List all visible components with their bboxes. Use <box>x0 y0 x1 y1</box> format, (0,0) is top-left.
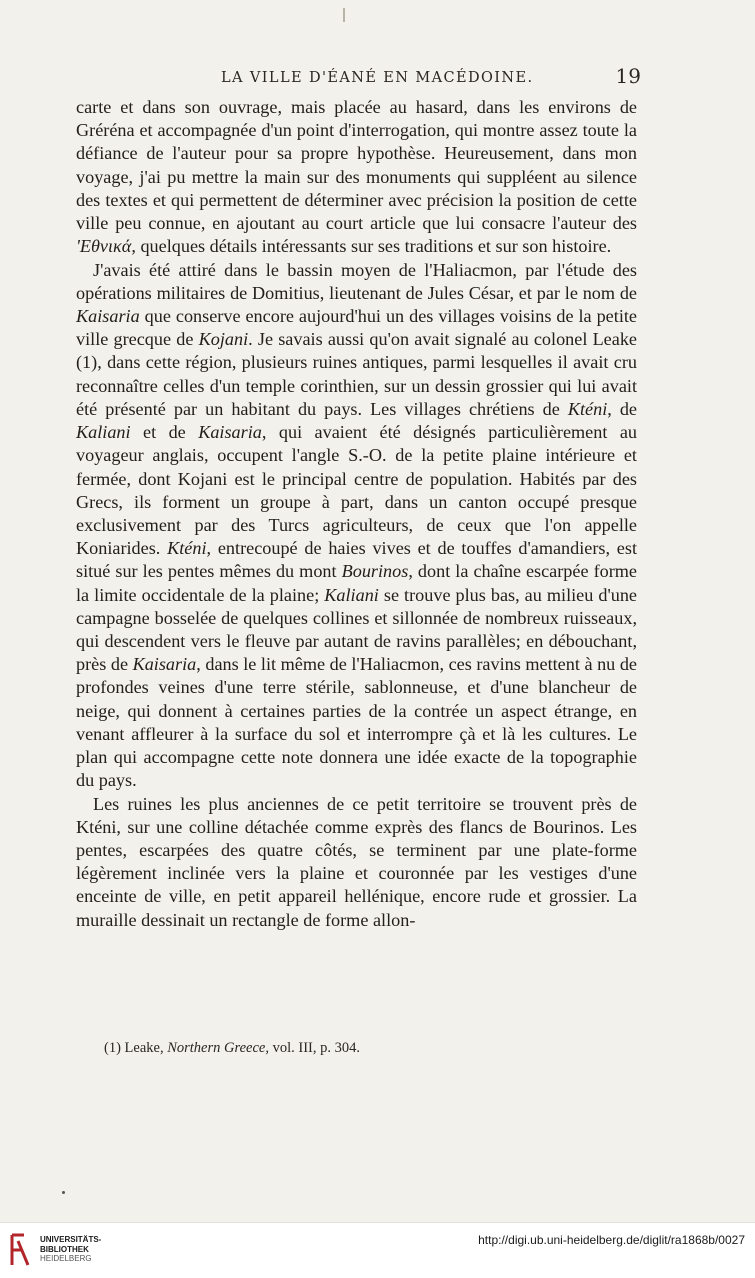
footnote-marker: (1) <box>104 1040 121 1056</box>
italic-term: Kaliani <box>324 584 379 605</box>
italic-term: Kaisaria <box>198 422 262 443</box>
library-line-1: UNIVERSITÄTS- <box>40 1235 102 1244</box>
text-run: , qui avaient été désignés particulièrement au voyageur anglais, occupent l'angle S.-O. de la petite plaine intérieure et fermée, dont Kojani est le principal centre de population. Habités par des Grecs, ils forment un groupe à part, dans un canton occupé presque exclusivement par des Turcs agriculteurs, de ceux que l'on appelle Koniarides. <box>76 422 638 559</box>
text-run: , dont la chaîne escarpée forme la limite occidentale de la plaine; <box>76 561 638 605</box>
italic-term: Kténi <box>167 538 207 559</box>
paragraph <box>76 793 637 932</box>
italic-term: Kténi <box>567 398 608 419</box>
body-text <box>76 96 637 932</box>
text-run: . Je savais aussi qu'on avait signalé au colonel Leake (1), dans cette région, plusieurs ruines antiques, parmi lesquelles il avait cru reconnaître celles d'un temple corinthien, sur un dessin grossier qui lui avait été présenté par un habitant du pays. Les villages chrétiens de <box>76 329 637 419</box>
italic-term: Kaisaria <box>76 305 140 326</box>
text-run: que conserve encore aujourd'hui un des villages voisins de la petite ville grecque de <box>76 305 637 350</box>
italic-term: Kaisaria <box>132 654 197 675</box>
text-run: J'avais été attiré dans le bassin moyen de l'Haliacmon, par l'étude des opérations militaires de Domitius, lieutenant de Jules César, et par le nom de <box>76 259 637 303</box>
text-run: carte et dans son ouvrage, mais placée au hasard, dans les environs de Gréréna et accompagnée d'un point d'interrogation, qui montre assez toute la défiance de l'auteur pour sa propre hypothèse. Heureusement, dans mon voyage, j'ai pu mettre la main sur des monuments qui suppléent au silence des textes et qui permettent de déterminer avec précision la position de cette ville peu connue, en ajoutant au court article que lui consacre l'auteur des <box>76 97 637 234</box>
footnote-ref: vol. III, p. 304. <box>272 1040 360 1056</box>
library-name <box>40 1235 101 1264</box>
digitization-footer <box>0 1222 755 1278</box>
running-head-title: LA VILLE D'ÉANÉ EN MACÉDOINE. <box>221 70 534 86</box>
italic-term: Bourinos <box>341 561 409 582</box>
footnote-work: Northern Greece, <box>167 1040 269 1056</box>
text-run: , quelques détails intéressants sur ses traditions et sur son histoire. <box>131 236 612 257</box>
text-run: , de <box>607 398 637 419</box>
paragraph <box>76 96 637 259</box>
footnote <box>104 1040 360 1057</box>
italic-term: 'Εθνικά <box>76 236 132 257</box>
footnote-author: Leake, <box>124 1040 164 1056</box>
library-line-3: HEIDELBERG <box>40 1254 92 1263</box>
source-url[interactable]: http://digi.ub.uni-heidelberg.de/diglit/ra1868b/0027 <box>478 1233 745 1247</box>
scan-mark <box>343 8 345 22</box>
paragraph <box>76 259 637 793</box>
text-run: , entrecoupé de haies vives et de touffes d'amandiers, est situé sur les pentes mêmes du mont <box>76 538 637 582</box>
page-number: 19 <box>615 64 641 88</box>
italic-term: Kaliani <box>76 422 131 443</box>
text-run: Les ruines les plus anciennes de ce petit territoire se trouvent près de Kténi, sur une colline détachée comme exprès des flancs de Bourinos. Les pentes, escarpées des quatre côtés, se terminent par une plate-forme légèrement inclinée vers la plaine et couronnée par les vestiges d'une enceinte de ville, en petit appareil hellénique, encore rude et grossier. La muraille dessinait un rectangle de forme allon- <box>76 793 637 930</box>
italic-term: Kojani <box>198 329 249 350</box>
scan-speck <box>62 1191 65 1194</box>
text-run: , dans le lit même de l'Haliacmon, ces ravins mettent à nu de profondes veines d'une terre stérile, sablonneuse, et d'une blancheur de neige, qui donnent à certaines parties de la contrée un aspect étrange, en venant affleurer à la surface du sol et interrompre çà et là les cultures. Le plan qui accompagne cette note donnera une idée exacte de la topographie du pays. <box>76 654 637 791</box>
text-run: se trouve plus bas, au milieu d'une campagne bosselée de quelques collines et sillonnée de nombreux ruisseaux, qui descendent vers le fleuve par autant de ravins parallèles; en débouchant, près de <box>76 584 637 675</box>
university-logo-icon <box>8 1231 32 1269</box>
library-line-2: BIBLIOTHEK <box>40 1244 89 1254</box>
text-run: et de <box>130 422 199 443</box>
